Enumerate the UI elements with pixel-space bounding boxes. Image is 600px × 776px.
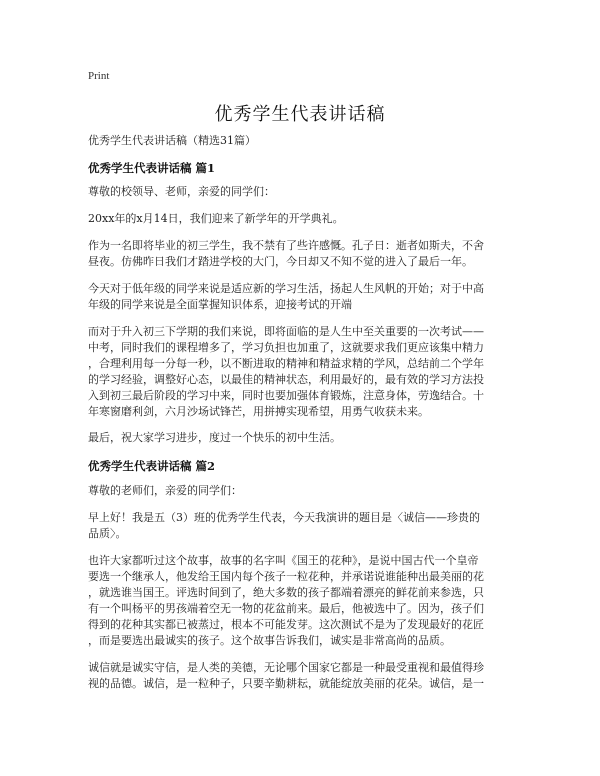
paragraph-line: 也许大家都听过这个故事，故事的名字叫《国王的花种》，是说中国古代一个皇帝 bbox=[88, 554, 479, 567]
paragraph-line: 要选一个继承人，他发给王国内每个孩子一粒花种，并承诺说谁能种出最美丽的花 bbox=[88, 570, 484, 583]
paragraph-line: 中考，同时我们的课程增多了，学习负担也加重了，这就要求我们更应该集中精力 bbox=[88, 341, 484, 354]
document-subtitle: 优秀学生代表讲话稿（精选31篇） bbox=[88, 134, 256, 147]
paragraph-line: ，就选谁当国王。评选时间到了，绝大多数的孩子都端着漂亮的鲜花前来参选，只 bbox=[88, 586, 484, 599]
paragraph-line: 的学习经验，调整好心态，以最佳的精神状态，利用最好的，最有效的学习方法投 bbox=[88, 373, 484, 386]
paragraph-line: 得到的花种其实都已被蒸过，根本不可能发芽。这次测试不是为了发现最好的花匠 bbox=[88, 618, 484, 631]
paragraph-line: ，合理利用每一分每一秒，以不断进取的精神和精益求精的学风，总结前二个学年 bbox=[88, 357, 484, 370]
paragraph-line: 年寒窗磨利剑，六月沙场试锋芒，用拼搏实现希望，用勇气收获未来。 bbox=[88, 405, 429, 418]
paragraph-line: 入到初三最后阶段的学习中来，同时也要加强体育锻炼，注意身体，劳逸结合。十 bbox=[88, 389, 484, 402]
paragraph bbox=[88, 324, 512, 420]
paragraph bbox=[88, 510, 512, 542]
paragraph bbox=[88, 660, 512, 692]
paragraph-line: 今天对于低年级的同学来说是适应新的学习生活，扬起人生风帆的开始；对于中高 bbox=[88, 282, 484, 295]
paragraph bbox=[88, 281, 512, 313]
paragraph bbox=[88, 483, 512, 499]
paragraph-line: 而对于升入初三下学期的我们来说，即将面临的是人生中至关重要的一次考试—— bbox=[88, 325, 484, 338]
document-page bbox=[88, 0, 512, 776]
paragraph bbox=[88, 211, 512, 227]
paragraph bbox=[88, 553, 512, 649]
print-label[interactable]: Print bbox=[88, 70, 110, 82]
paragraph bbox=[88, 430, 512, 446]
paragraph-line: 尊敬的老师们，亲爱的同学们： bbox=[88, 484, 242, 497]
section-heading-1: 优秀学生代表讲话稿 篇1 bbox=[88, 161, 216, 175]
paragraph bbox=[88, 184, 512, 200]
paragraph-line: ，而是要选出最诚实的孩子。这个故事告诉我们，诚实是非常高尚的品质。 bbox=[88, 634, 451, 647]
paragraph-line: 最后，祝大家学习进步，度过一个快乐的初中生活。 bbox=[88, 431, 341, 444]
paragraph bbox=[88, 238, 512, 270]
paragraph-line: 诚信就是诚实守信，是人类的美德，无论哪个国家它都是一种最受重视和最值得珍 bbox=[88, 661, 484, 674]
page-title: 优秀学生代表讲话稿 bbox=[214, 104, 386, 125]
paragraph-line: 尊敬的校领导、老师，亲爱的同学们： bbox=[88, 185, 275, 198]
paragraph-line: 作为一名即将毕业的初三学生，我不禁有了些许感慨。孔子日：逝者如斯夫，不舍 bbox=[88, 239, 484, 252]
paragraph-line: 20xx年的x月14日，我们迎来了新学年的开学典礼。 bbox=[88, 212, 344, 225]
paragraph-line: 年级的同学来说是全面掌握知识体系，迎接考试的开端 bbox=[88, 298, 352, 311]
paragraph-line: 有一个叫杨平的男孩端着空无一物的花盆前来。最后，他被选中了。因为，孩子们 bbox=[88, 602, 484, 615]
paragraph-line: 早上好！我是五（3）班的优秀学生代表，今天我演讲的题目是〈诚信——珍贵的 bbox=[88, 511, 480, 524]
paragraph-line: 昼夜。仿佛昨日我们才踏进学校的大门，今日却又不知不觉的进入了最后一年。 bbox=[88, 255, 473, 268]
section-heading-2: 优秀学生代表讲话稿 篇2 bbox=[88, 459, 216, 473]
paragraph-line: 视的品德。诚信，是一粒种子，只要辛勤耕耘，就能绽放美丽的花朵。诚信，是一 bbox=[88, 677, 484, 690]
paragraph-line: 品质〉。 bbox=[88, 527, 127, 540]
